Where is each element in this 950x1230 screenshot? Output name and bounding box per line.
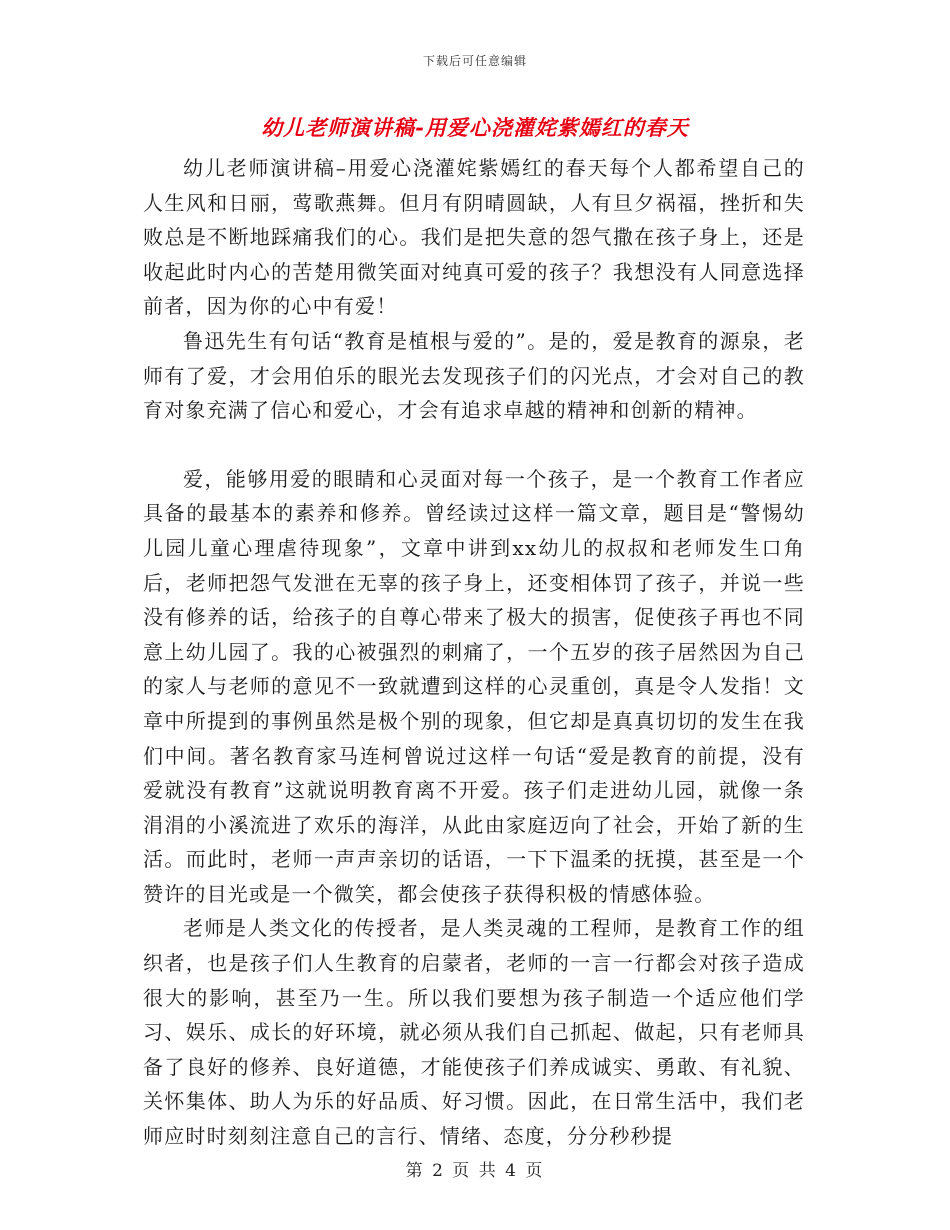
paragraph-2: 鲁迅先生有句话“教育是植根与爱的”。是的，爱是教育的源泉，老师有了爱，才会用伯乐的眼光去发现孩子们的闪光点，才会对自己的教育对象充满了信心和爱心，才会有追求卓越的精神和创新的精神。: [143, 328, 805, 423]
page-header-note: 下载后可任意编辑: [422, 54, 527, 68]
paragraph-4: 老师是人类文化的传授者，是人类灵魂的工程师，是教育工作的组织者，也是孩子们人生教育的启蒙者，老师的一言一行都会对孩子造成很大的影响，甚至乃一生。所以我们要想为孩子制造一个适应他们学习、娱乐、成长的好环境，就必须从我们自己抓起、做起，只有老师具备了良好的修养、良好道德，才能使孩子们养成诚实、勇敢、有礼貌、关怀集体、助人为乐的好品质、好习惯。因此，在日常生活中，我们老师应时时刻刻注意自己的言行、情绪、态度，分分秒秒提: [143, 916, 805, 1149]
paragraph-3: 爱，能够用爱的眼睛和心灵面对每一个孩子，是一个教育工作者应具备的最基本的素养和修养。曾经读过这样一篇文章，题目是“警惕幼儿园儿童心理虐待现象”，文章中讲到xx幼儿的叔叔和老师发生口角后，老师把怨气发泄在无辜的孩子身上，还变相体罚了孩子，并说一些没有修养的话，给孩子的自尊心带来了极大的损害，促使孩子再也不同意上幼儿园了。我的心被强烈的刺痛了，一个五岁的孩子居然因为自己的家人与老师的意见不一致就遭到这样的心灵重创，真是令人发指！文章中所提到的事例虽然是极个别的现象，但它却是真真切切的发生在我们中间。著名教育家马连柯曾说过这样一句话“爱是教育的前提，没有爱就没有教育”这就说明教育离不开爱。孩子们走进幼儿园，就像一条涓涓的小溪流进了欢乐的海洋，从此由家庭迈向了社会，开始了新的生活。而此时，老师一声声亲切的话语，一下下温柔的抚摸，甚至是一个赞许的目光或是一个微笑，都会使孩子获得积极的情感体验。: [143, 466, 805, 906]
page-number-footer: 第 2 页 共 4 页: [405, 1161, 545, 1181]
paragraph-1: 幼儿老师演讲稿–用爱心浇灌姹紫嫣红的春天每个人都希望自己的人生风和日丽，莺歌燕舞。但月有阴晴圆缺，人有旦夕祸福，挫折和失败总是不断地踩痛我们的心。我们是把失意的怨气撒在孩子身上，还是收起此时内心的苦楚用微笑面对纯真可爱的孩子？我想没有人同意选择前者，因为你的心中有爱！: [143, 156, 805, 319]
document-title: 幼儿老师演讲稿-用爱心浇灌姹紫嫣红的春天: [261, 115, 689, 140]
document-body: [143, 151, 805, 1154]
